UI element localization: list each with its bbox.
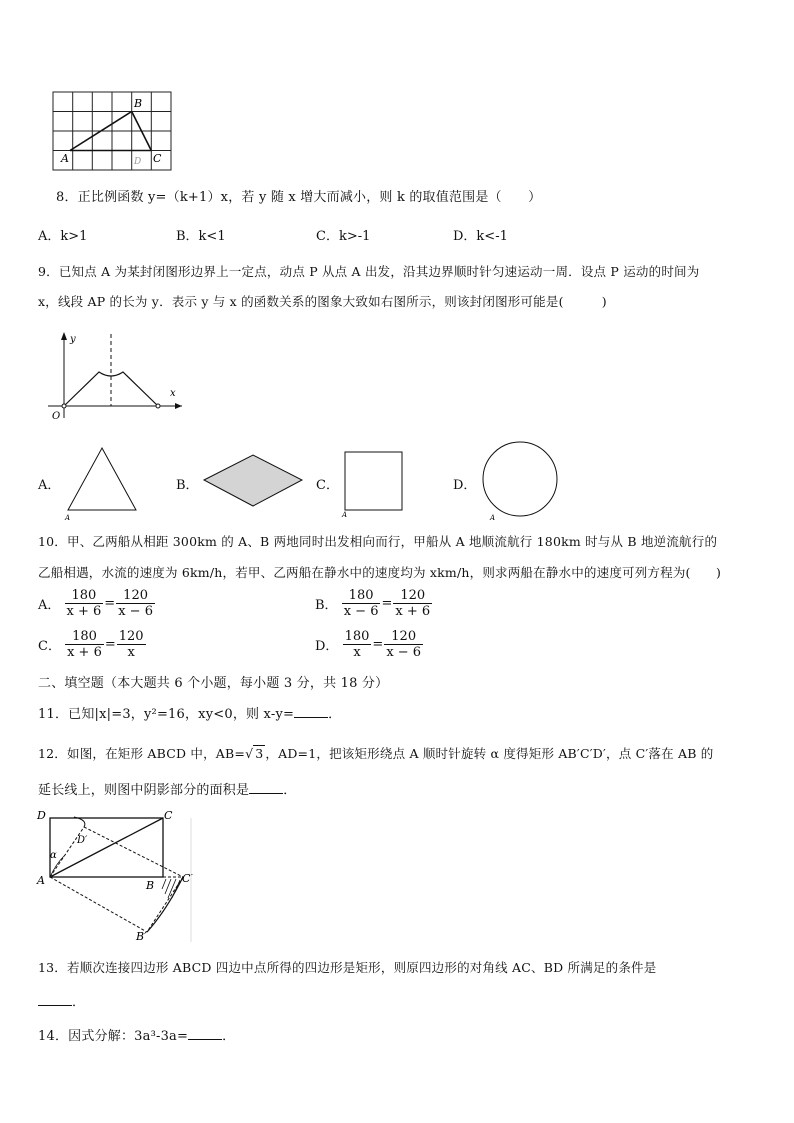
- q13-line2: [38, 991, 85, 1010]
- q12-label-d-prime: D′: [77, 835, 88, 846]
- q12-label-d: D: [37, 809, 46, 822]
- q10-b-left-den: x − 6: [343, 604, 379, 619]
- grid-figure: [50, 90, 180, 176]
- section-2-title: 二、填空题（本大题共 6 个小题，每小题 3 分，共 18 分）: [38, 676, 389, 691]
- q10-option-b-label: B．: [315, 598, 338, 613]
- q10-b-left-num: 180: [342, 588, 381, 604]
- q10-b-right-num: 120: [393, 588, 432, 604]
- q10-c-left-den: x + 6: [67, 645, 102, 660]
- q12-label-alpha: α: [50, 850, 57, 861]
- q14: [38, 1025, 235, 1044]
- q10-b-right-den: x + 6: [395, 604, 431, 619]
- q9-option-d-label: D．: [453, 478, 477, 493]
- q9-option-b-label: B．: [176, 478, 199, 493]
- q10-a-left-num: 180: [65, 588, 104, 604]
- q10-a-right-fraction: [116, 588, 155, 619]
- q9-graph-x-label: x: [170, 388, 176, 399]
- q10-a-left-fraction: [65, 588, 104, 619]
- q12-sqrt: √ 3: [245, 746, 264, 761]
- q10-option-a-label: A．: [38, 598, 61, 613]
- q10-line1: 10．甲、乙两船从相距 300km 的 A、B 两地同时出发相向而行，甲船从 A 地顺流航行 180km 时与从 B 地逆流航行的: [38, 534, 718, 549]
- q9-circle-vertex: A: [490, 514, 496, 522]
- q11-end: ．: [328, 707, 342, 722]
- q14-text: 14．因式分解：3a³-3a=: [38, 1029, 189, 1044]
- q12-label-c: C: [164, 809, 173, 822]
- q10-b-right-fraction: [393, 588, 432, 619]
- grid-label-b: B: [134, 97, 143, 110]
- q10-a-right-den: x − 6: [118, 604, 153, 619]
- q10-option-a: A． $\frac{180}{x + 6}$ = $\frac{120}{x - 6}$: [38, 588, 153, 619]
- q10-d-left-num: 180: [344, 629, 370, 644]
- q10-d-left-den: x: [353, 645, 361, 660]
- q13-line1: 13．若顺次连接四边形 ABCD 四边中点所得的四边形是矩形，则原四边形的对角线 AC、BD 所满足的条件是: [38, 960, 657, 975]
- q8-option-a: A．k>1: [38, 229, 88, 244]
- q13-answer-blank: [38, 1004, 72, 1006]
- q10-c-right-num: 120: [118, 629, 144, 644]
- q12-figure: [34, 806, 200, 944]
- q9-circle: [478, 438, 562, 522]
- q10-line2: 乙船相遇，水流的速度为 6km/h，若甲、乙两船在静水中的速度均为 xkm/h，则求两船在静水中的速度可列方程为( ): [38, 565, 722, 580]
- q14-end: ．: [222, 1029, 236, 1044]
- q12-label-b: B: [146, 879, 155, 892]
- q10-c-left-fraction: [65, 629, 104, 660]
- q9-option-c-label: C．: [316, 478, 339, 493]
- q10-option-c-label: C．: [38, 639, 61, 654]
- q12-line2-text: 延长线上，则图中阴影部分的面积是: [38, 783, 250, 798]
- q11-text: 11．已知|x|=3，y²=16，xy<0，则 x-y=: [38, 707, 295, 722]
- q9-graph-y-label: y: [70, 334, 76, 345]
- q12-part1: 12．如图，在矩形 ABCD 中，AB=: [38, 746, 246, 761]
- q10-option-c: C． $\frac{180}{x + 6}$ = $\frac{120}{x}$: [38, 629, 144, 660]
- q10-a-right-num: 120: [116, 588, 155, 604]
- grid-label-d: D: [134, 157, 142, 167]
- q12-label-a: A: [37, 874, 45, 887]
- q9-option-a-label: A．: [38, 478, 61, 493]
- q10-c-right-fraction: [117, 629, 146, 660]
- q9-square-vertex: A: [342, 511, 348, 518]
- q13-end: ．: [72, 995, 86, 1010]
- q11-answer-blank: [294, 716, 328, 718]
- q12-end: ．: [283, 783, 297, 798]
- q9-line1: 9．已知点 A 为某封闭图形边界上一定点，动点 P 从点 A 出发，沿其边界顺时针匀速运动一周．设点 P 运动的时间为: [38, 264, 700, 279]
- q10-option-b: B． $\frac{180}{x - 6}$ = $\frac{120}{x + 6}$: [315, 588, 431, 619]
- q10-a-left-den: x + 6: [66, 604, 102, 619]
- q10-d-right-fraction: [384, 629, 423, 660]
- q8-option-b: B．k<1: [176, 229, 226, 244]
- grid-label-c: C: [153, 152, 162, 165]
- q8-option-c: C．k>-1: [316, 229, 371, 244]
- q12-label-b-prime: B′: [136, 930, 147, 943]
- q11: [38, 703, 341, 722]
- q9-function-graph: [44, 330, 194, 426]
- q9-graph-origin: O: [52, 411, 61, 422]
- q10-c-right-den: x: [127, 645, 135, 660]
- q12-part2: ，AD=1，把该矩形绕点 A 顺时针旋转 α 度得矩形 AB′C′D′，点 C′落在 AB 的: [265, 746, 714, 761]
- q10-b-left-fraction: [342, 588, 381, 619]
- q14-answer-blank: [188, 1038, 222, 1040]
- q10-c-left-num: 180: [65, 629, 104, 645]
- grid-label-a: A: [61, 152, 69, 165]
- q10-d-right-den: x − 6: [386, 645, 422, 660]
- q9-triangle-vertex: A: [65, 514, 71, 522]
- q10-option-d: D． $\frac{180}{x}$ = $\frac{120}{x - 6}$: [315, 629, 422, 660]
- q8-stem: 8．正比例函数 y=（k+1）x，若 y 随 x 增大而减小，则 k 的取值范围是（ ）: [56, 190, 542, 205]
- q12-line1: [38, 744, 713, 762]
- q12-label-c-prime: C′: [182, 872, 193, 885]
- q12-sqrt-value: 3: [255, 746, 264, 761]
- q10-d-right-num: 120: [384, 629, 423, 645]
- q9-square: [338, 446, 410, 518]
- q9-line2: x，线段 AP 的长为 y．表示 y 与 x 的函数关系的图象大致如右图所示，则该封闭图形可能是( ): [38, 294, 607, 309]
- q12-line2: [38, 779, 296, 798]
- q9-triangle: [62, 442, 142, 522]
- q10-option-d-label: D．: [315, 639, 339, 654]
- q8-option-d: D．k<-1: [453, 229, 508, 244]
- q12-answer-blank: [249, 792, 283, 794]
- q10-d-left-fraction: [343, 629, 372, 660]
- q9-rhombus: [198, 452, 308, 512]
